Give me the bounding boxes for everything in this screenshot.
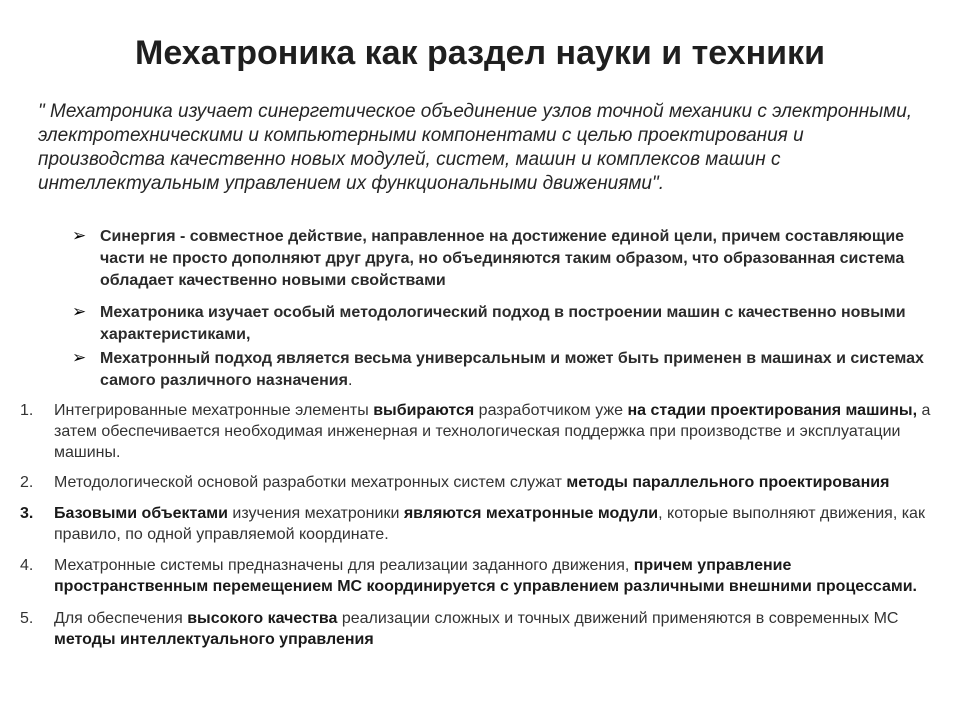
list-item-4 [20, 555, 940, 597]
bullet-tail: . [347, 372, 353, 389]
arrow-bullet-icon: ➢ [72, 226, 87, 246]
item-number: 3. [20, 505, 34, 522]
bullet-text: Синергия - совместное действие, направленное на достижение единой цели, причем составляющие части не просто дополняют друг друга, но объединяются таким образом, что образованная система обладает качественно новыми свойствами [100, 228, 905, 289]
list-item-2 [20, 472, 940, 493]
bullet-text: Мехатроника изучает особый методологический подход в построении машин с качественно новыми характеристиками, [100, 304, 906, 343]
item-number: 4. [20, 557, 34, 574]
item-text: Интегрированные мехатронные элементы выбираются разработчиком уже на стадии проектирования машины, а затем обеспечивается необходимая инженерная и технологическая поддержка при производстве и эксплуатации машины. [54, 402, 931, 461]
item-text: Методологической основой разработки мехатронных систем служат методы параллельного проектирования [54, 474, 890, 491]
list-item-5 [20, 608, 940, 650]
bullet-list [72, 226, 932, 392]
arrow-bullet-icon: ➢ [72, 348, 87, 368]
bullet-text: Мехатронный подход является весьма универсальным и может быть применен в машинах и системах самого различного назначения [100, 350, 924, 389]
arrow-bullet-icon: ➢ [72, 302, 87, 322]
item-number: 2. [20, 474, 34, 491]
definition-quote: " Мехатроника изучает синергетическое объединение узлов точной механики с электронными, электротехническими и компьютерными компонентами с целью проектирования и производства качественно новых модулей, систем, машин и комплексов машин с интеллектуальным управлением их функциональными движениями". [38, 101, 913, 194]
item-number: 5. [20, 610, 34, 627]
list-item-1 [20, 400, 940, 463]
slide-title: Мехатроника как раздел науки и техники [135, 34, 825, 72]
bullet-universal [72, 348, 932, 392]
item-text: Базовыми объектами изучения мехатроники являются мехатронные модули, которые выполняют движения, как правило, по одной управляемой координате. [54, 505, 925, 543]
numbered-list [20, 400, 940, 650]
item-number: 1. [20, 402, 34, 419]
bullet-methodology [72, 302, 932, 346]
bullet-synergy [72, 226, 932, 292]
list-item-3 [20, 503, 940, 545]
item-text: Мехатронные системы предназначены для реализации заданного движения, причем управление пространственным перемещением МС координируется с управлением различными внешними процессами. [54, 557, 917, 595]
item-text: Для обеспечения высокого качества реализации сложных и точных движений применяются в современных МС методы интеллектуального управления [54, 610, 899, 648]
